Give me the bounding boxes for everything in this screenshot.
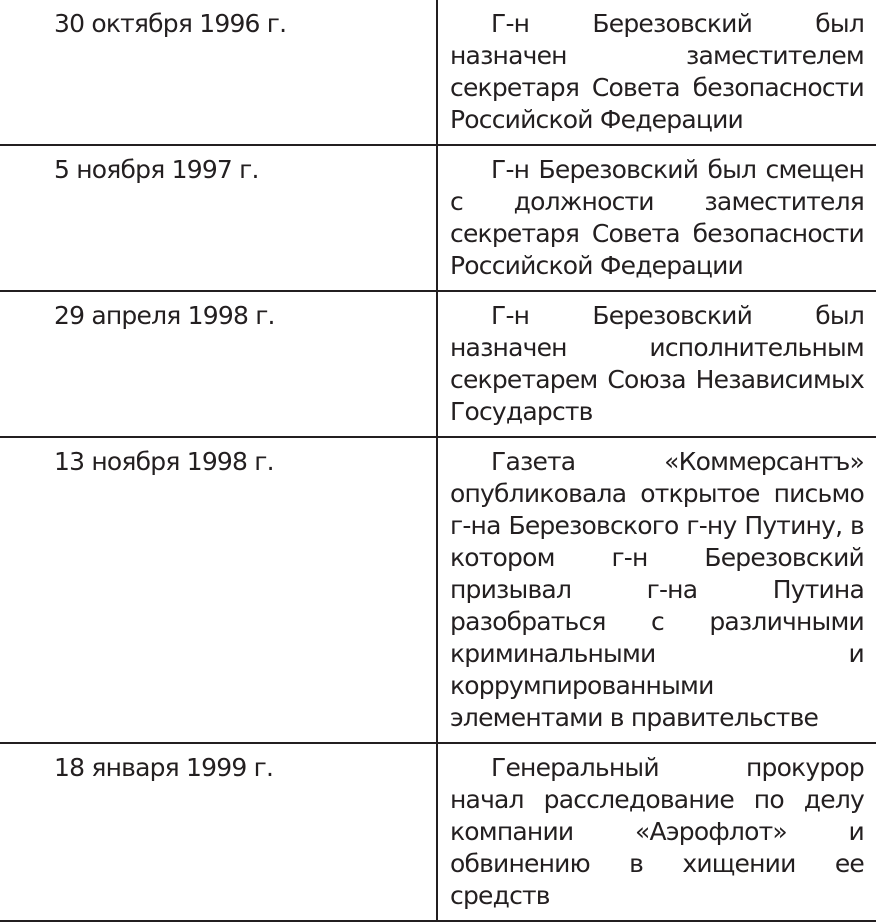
event-cell: Генеральный прокурор начал расследование по делу компании «Аэрофлот» и обвинению в хищении ее средств [437,743,876,921]
date-cell: 30 октября 1996 г. [0,0,437,145]
table-row [0,291,876,437]
table-row [0,0,876,145]
table-row [0,743,876,921]
date-cell: 29 апреля 1998 г. [0,291,437,437]
table-row [0,145,876,291]
event-cell: Газета «Коммерсантъ» опубликовала открытое письмо г-на Березовского г-ну Путину, в котором г-н Березовский призывал г-на Путина разобраться с различными криминальными и коррумпированными элементами в правительстве [437,437,876,743]
table-row [0,437,876,743]
date-cell: 13 ноября 1998 г. [0,437,437,743]
event-cell: Г-н Березовский был назначен заместителем секретаря Совета безопасности Российской Федерации [437,0,876,145]
date-cell: 5 ноября 1997 г. [0,145,437,291]
date-cell: 18 января 1999 г. [0,743,437,921]
event-cell: Г-н Березовский был смещен с должности заместителя секретаря Совета безопасности Российской Федерации [437,145,876,291]
event-cell: Г-н Березовский был назначен исполнительным секретарем Союза Независимых Государств [437,291,876,437]
